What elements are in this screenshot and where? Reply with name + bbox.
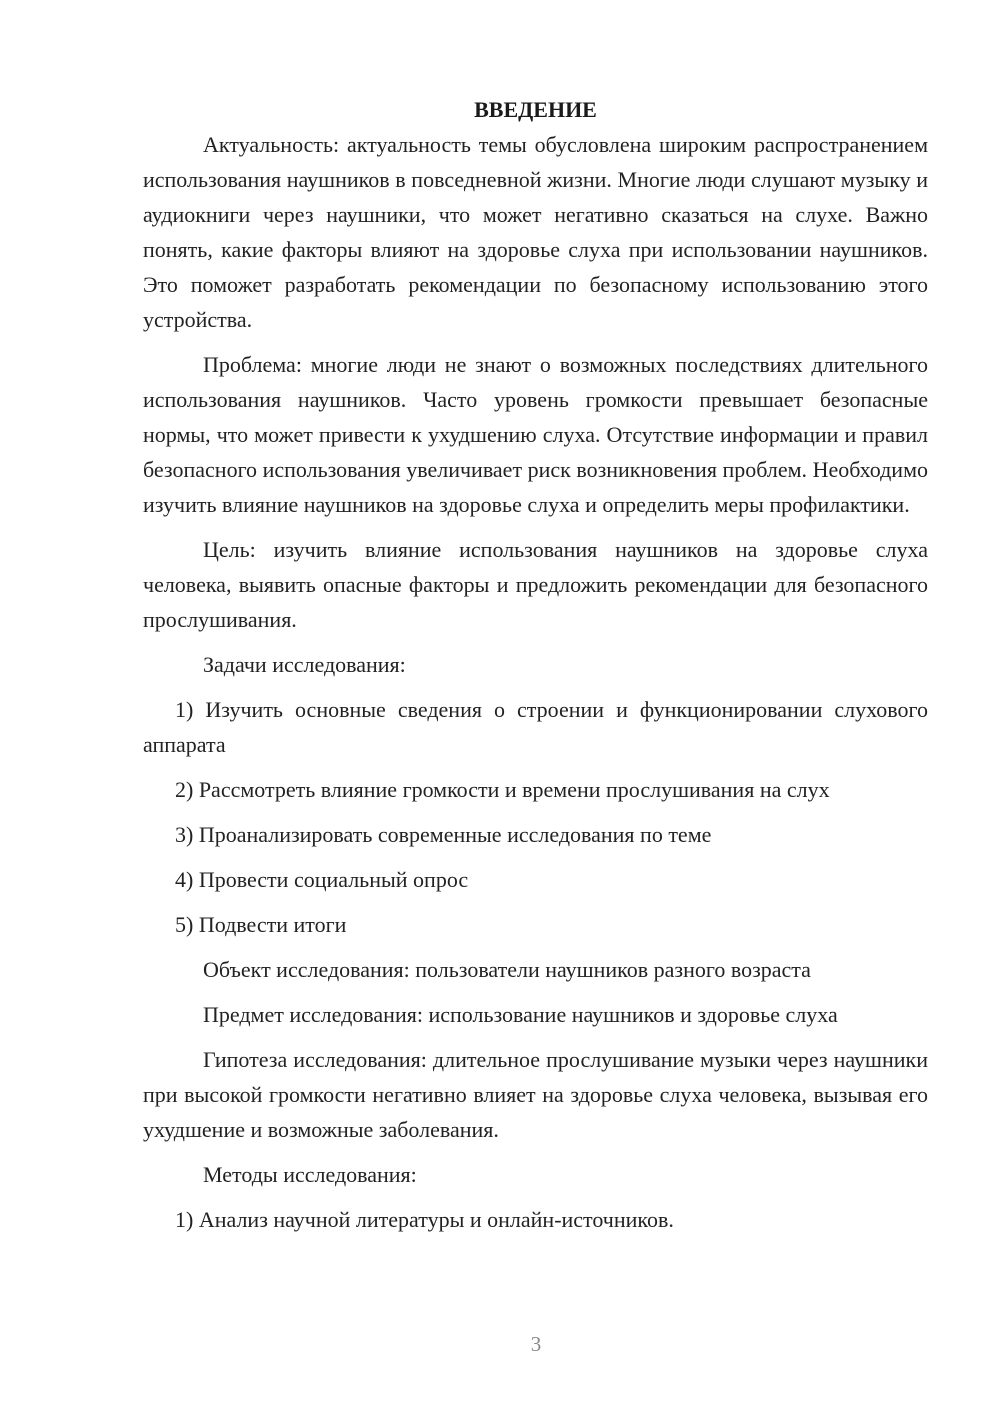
task-item-3: 3) Проанализировать современные исследования по теме [175, 822, 712, 847]
goal-paragraph: Цель: изучить влияние использования наушников на здоровье слуха человека, выявить опасные факторы и предложить рекомендации для безопасного прослушивания. [143, 537, 928, 632]
problem-paragraph: Проблема: многие люди не знают о возможных последствиях длительного использования наушников. Часто уровень громкости превышает безопасные нормы, что может привести к ухудшению слуха. Отсутствие информации и правил безопасного использования увеличивает риск возникновения проблем. Необходимо изучить влияние наушников на здоровье слуха и определить меры профилактики. [143, 352, 928, 517]
relevance-paragraph: Актуальность: актуальность темы обусловлена широким распространением использования наушников в повседневной жизни. Многие люди слушают музыку и аудиокниги через наушники, что может негативно сказаться на слухе. Важно понять, какие факторы влияют на здоровье слуха при использовании наушников. Это поможет разработать рекомендации по безопасному использованию этого устройства. [143, 132, 928, 332]
methods-heading: Методы исследования: [203, 1162, 417, 1187]
subject-paragraph: Предмет исследования: использование наушников и здоровье слуха [203, 1002, 838, 1027]
tasks-heading: Задачи исследования: [203, 652, 406, 677]
task-item-4: 4) Провести социальный опрос [175, 867, 469, 892]
page-title: ВВЕДЕНИЕ [474, 97, 597, 122]
object-paragraph: Объект исследования: пользователи наушников разного возраста [203, 957, 811, 982]
hypothesis-paragraph: Гипотеза исследования: длительное прослушивание музыки через наушники при высокой громкости негативно влияет на здоровье слуха человека, вызывая его ухудшение и возможные заболевания. [143, 1047, 928, 1142]
page-body [143, 92, 928, 1237]
method-item-1: 1) Анализ научной литературы и онлайн-источников. [175, 1207, 674, 1232]
task-item-1: 1) Изучить основные сведения о строении и функционировании слухового аппарата [143, 697, 928, 757]
task-item-2: 2) Рассмотреть влияние громкости и времени прослушивания на слух [175, 777, 830, 802]
page-number: 3 [530, 1332, 542, 1356]
task-item-5: 5) Подвести итоги [175, 912, 347, 937]
